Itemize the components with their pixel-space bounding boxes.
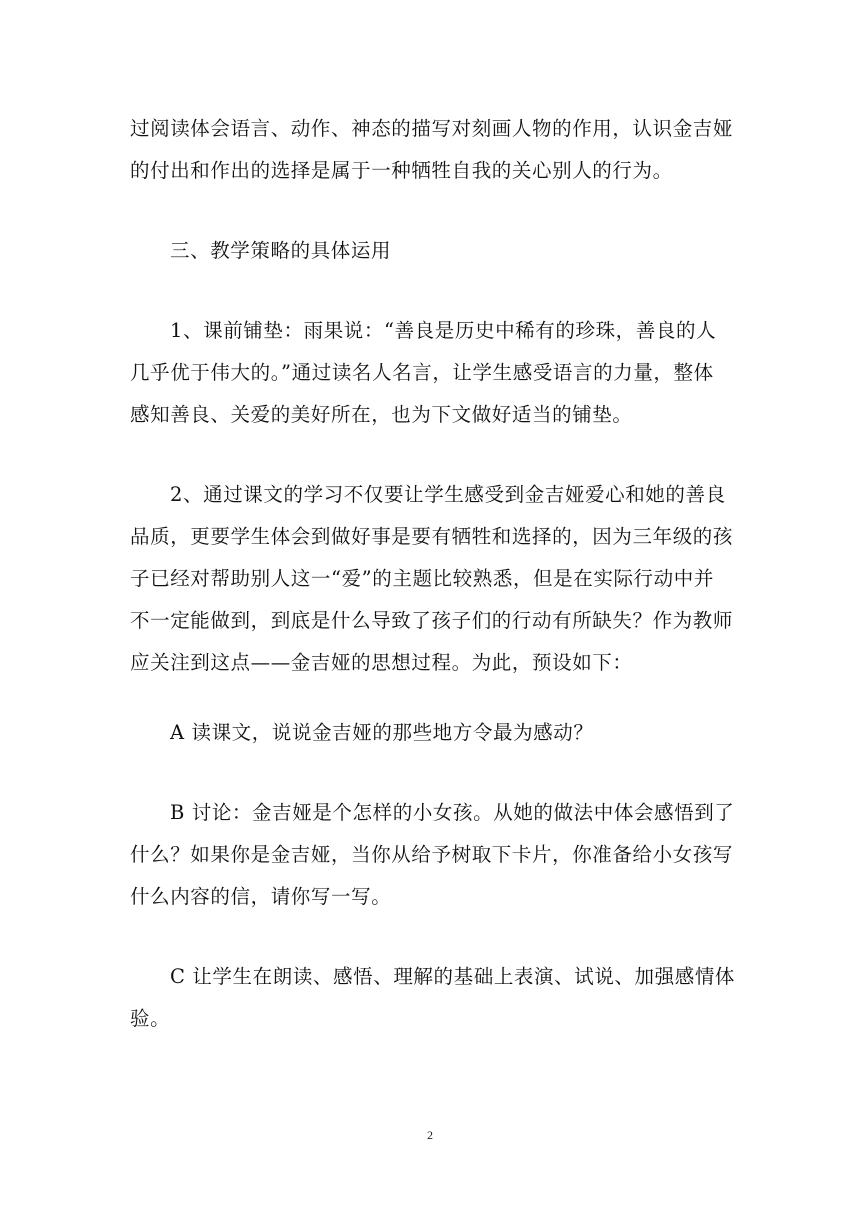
heading-line: 三、教学策略的具体运用 [170, 239, 392, 262]
text-line: 不一定能做到，到底是什么导致了孩子们的行动有所缺失？作为教师 [130, 609, 734, 632]
text-line: 验。 [130, 1007, 171, 1030]
paragraph-objective-continuation [130, 108, 734, 192]
paragraph-item-a [130, 712, 730, 754]
paragraph-strategy-1 [130, 310, 730, 436]
paragraph-item-b [130, 792, 735, 918]
paragraph-item-c [130, 956, 736, 1040]
text-line: A 读课文，说说金吉娅的那些地方令最为感动？ [170, 721, 594, 744]
text-line: 2、通过课文的学习不仅要让学生感受到金吉娅爱心和她的善良 [170, 483, 726, 506]
text-line: 什么？如果你是金吉娅，当你从给予树取下卡片，你准备给小女孩写 [130, 843, 734, 866]
text-line: 感知善良、关爱的美好所在，也为下文做好适当的铺垫。 [130, 403, 633, 426]
text-line: 过阅读体会语言、动作、神态的描写对刻画人物的作用，认识金吉娅 [130, 117, 734, 140]
text-line: 子已经对帮助别人这一“爱”的主题比较熟悉，但是在实际行动中并 [130, 567, 714, 590]
text-line: 什么内容的信，请你写一写。 [130, 885, 392, 908]
text-line: B 讨论：金吉娅是个怎样的小女孩。从她的做法中体会感悟到了 [170, 801, 735, 824]
text-line: 1、课前铺垫：雨果说：“善良是历史中稀有的珍珠，善良的人 [170, 319, 717, 342]
text-line: 应关注到这点——金吉娅的思想过程。为此，预设如下： [130, 651, 633, 674]
text-line: 几乎优于伟大的。”通过读名人名言，让学生感受语言的力量，整体 [130, 361, 714, 384]
section-heading [130, 230, 730, 272]
text-line: C 让学生在朗读、感悟、理解的基础上表演、试说、加强感情体 [170, 965, 736, 988]
page-number: 2 [427, 1128, 433, 1142]
text-line: 品质，更要学生体会到做好事是要有牺牲和选择的，因为三年级的孩 [130, 525, 734, 548]
text-line: 的付出和作出的选择是属于一种牺牲自我的关心别人的行为。 [130, 159, 673, 182]
paragraph-strategy-2 [130, 474, 734, 684]
